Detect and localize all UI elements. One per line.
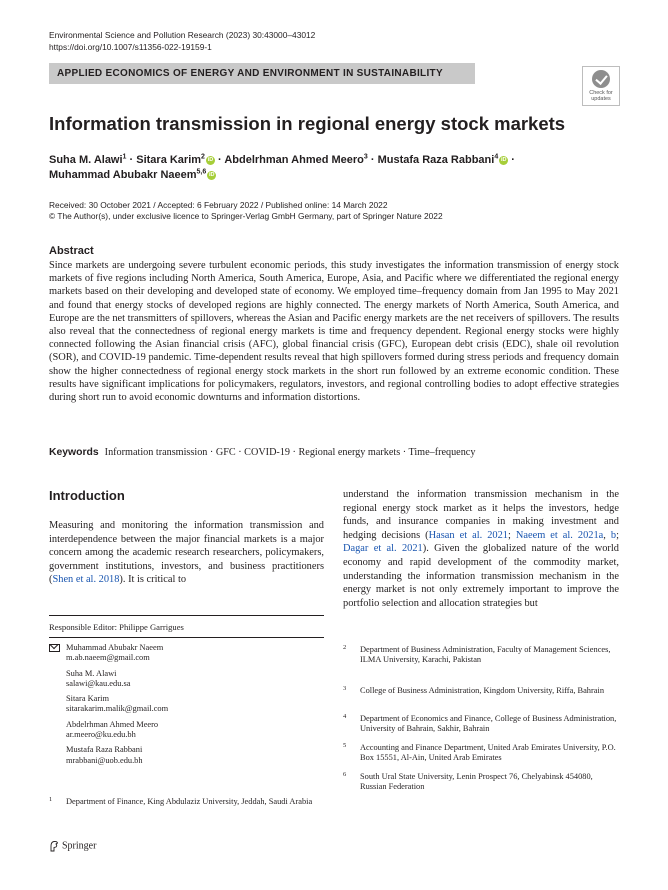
check-updates-icon — [592, 70, 610, 88]
orcid-icon[interactable]: iD — [207, 156, 214, 163]
author-name[interactable]: Muhammad Abubakr Naeem$^{5,6}$ iD — [49, 168, 215, 181]
check-for-updates-button[interactable] — [582, 66, 620, 106]
abstract-heading: Abstract — [49, 245, 94, 257]
affiliation-5: 5 Accounting and Finance Department, United Arab Emirates University, P.O. Box 15551, Al-Ain, United Arab Emirates — [343, 742, 616, 763]
copyright-notice: © The Author(s), under exclusive licence to Springer-Verlag GmbH Germany, part of Springer Nature 2022 — [49, 211, 443, 221]
publisher-footer — [49, 840, 96, 852]
envelope-icon — [49, 644, 60, 652]
responsible-editor: Responsible Editor: Philippe Garrigues — [49, 622, 184, 632]
contact-email[interactable]: ar.meero@ku.edu.bh — [66, 730, 136, 740]
introduction-paragraph-right: understand the information transmission mechanism in the regional energy stock market as it helps the investors, hedge funds, and insurance companies in making investment and hedging decisions (Hasan et al. 2021; Naeem et al. 2021a, b; Dagar et al. 2021). Given the globalized nature of the world economy and rapid development of the commodity market, understanding the information transmission mechanism in the energy market is not only extremely important to improve the portfolio selection and allocation strategies but — [343, 489, 619, 609]
section-title: APPLIED ECONOMICS OF ENERGY AND ENVIRONMENT IN SUSTAINABILITY — [57, 68, 443, 79]
introduction-heading: Introduction — [49, 488, 125, 503]
author-name[interactable]: Sitara Karim$^2$ iD — [136, 153, 214, 166]
springer-horse-icon — [49, 840, 59, 852]
author-name[interactable]: Abdelrhman Ahmed Meero$^3$ — [224, 153, 368, 166]
author-name[interactable]: Mustafa Raza Rabbani$^4$ iD — [377, 153, 507, 166]
contact-entry — [49, 669, 324, 690]
affiliation-1: 1 Department of Finance, King Abdulaziz University, Jeddah, Saudi Arabia — [49, 796, 313, 806]
check-updates-label: Check for updates — [589, 90, 613, 102]
affiliation-3: 3 College of Business Administration, Kingdom University, Riffa, Bahrain — [343, 685, 605, 695]
keywords-list: Information transmission · GFC · COVID-19 · Regional energy markets · Time–frequency — [104, 447, 476, 458]
affiliation-6: 6 South Ural State University, Lenin Prospect 76, Chelyabinsk 454080, Russian Federation — [343, 771, 593, 792]
contact-entry — [49, 745, 324, 766]
abstract-body: Since markets are undergoing severe turbulent economic periods, this study investigates the information transmission of energy stock markets of five regions including North America, South America, Europe, Asia, and Pacific where we differentiated the regional energy markets based on their developing and developed state of economy. We employed time–frequency domain from Jan 1995 to May 2021 and found that energy stocks of developed regions are highly connected. The energy markets of North America, South America, and Europe are the net transmitters of spillovers, whereas the Asian and Pacific energy markets are the net receivers of spillovers. The results also reveal that the connectedness of regional energy markets is time and frequency dependent. Regional energy stocks were highly connected following the Asian financial crisis (AFC), global financial crisis (GFC), European debt crisis (EDC), shale oil revolution (SOR), and COVID-19 pandemic. Time-dependent results reveal that high spillovers formed during stress periods and frequency domain show the higher connectedness of regional energy stock markets in the short run followed by an extreme economic condition. These results have significant implications for policymakers, regulators, investors, and regional controlling bodies to adopt effective strategies during short run to avoid economic downturns and information distortions. — [49, 260, 619, 404]
citation-link[interactable]: Naeem et al. 2021a — [515, 529, 604, 541]
publication-dates: Received: 30 October 2021 / Accepted: 6 February 2022 / Published online: 14 March 2022 — [49, 200, 388, 210]
contact-entry — [49, 643, 324, 664]
publisher-name[interactable]: Springer — [62, 840, 97, 852]
contact-name: Mustafa Raza Rabbani — [66, 745, 143, 755]
contact-list — [49, 643, 324, 771]
author-list-continued — [49, 167, 216, 183]
citation-link[interactable]: Shen et al. 2018 — [52, 574, 120, 586]
footnote-divider — [49, 637, 324, 638]
contact-entry — [49, 720, 324, 741]
journal-citation: Environmental Science and Pollution Research (2023) 30:43000–43012 — [49, 30, 316, 40]
author-name[interactable]: Suha M. Alawi$^1$ — [49, 153, 127, 166]
orcid-icon[interactable]: iD — [209, 171, 215, 178]
contact-name: Suha M. Alawi — [66, 668, 117, 678]
author-list: Suha M. Alawi$^1$ · Sitara Karim$^2$ iD · Abdelrhman Ahmed Meero$^3$ · Mustafa Raza Rabbani$^4$ iD · — [49, 153, 515, 166]
introduction-paragraph-left: Measuring and monitoring the information transmission and interdependence between the major financial markets is a major concern among the academic research researchers, policymakers, government institutions, investors, and business practitioners (Shen et al. 2018). It is critical to — [49, 520, 324, 586]
keywords-label: Keywords — [49, 447, 99, 458]
citation-link[interactable]: Hasan et al. 2021 — [428, 529, 508, 541]
doi-link[interactable]: https://doi.org/10.1007/s11356-022-19159-1 — [49, 42, 212, 52]
footnote-divider — [49, 615, 324, 616]
contact-name: Abdelrhman Ahmed Meero — [66, 719, 159, 729]
citation-link[interactable]: b — [610, 529, 617, 541]
contact-entry — [49, 694, 324, 715]
contact-email[interactable]: sitarakarim.malik@gmail.com — [66, 704, 169, 714]
keywords-row — [49, 447, 475, 458]
contact-email[interactable]: mrabbani@uob.edu.bh — [66, 755, 143, 765]
contact-email[interactable]: m.ab.naeem@gmail.com — [66, 653, 150, 663]
contact-name: Muhammad Abubakr Naeem — [66, 643, 164, 652]
paper-title: Information transmission in regional energy stock markets — [49, 113, 566, 134]
citation-link[interactable]: Dagar et al. 2021 — [343, 543, 423, 555]
affiliation-2: 2 Department of Business Administration, Faculty of Management Sciences, ILMA University, Karachi, Pakistan — [343, 644, 611, 665]
section-banner — [49, 63, 475, 84]
contact-name: Sitara Karim — [66, 694, 110, 704]
orcid-icon[interactable]: iD — [500, 156, 507, 163]
contact-email[interactable]: salawi@kau.edu.sa — [66, 678, 131, 688]
affiliation-4: 4 Department of Economics and Finance, College of Business Administration, University of Bahrain, Sakhir, Bahrain — [343, 713, 617, 734]
